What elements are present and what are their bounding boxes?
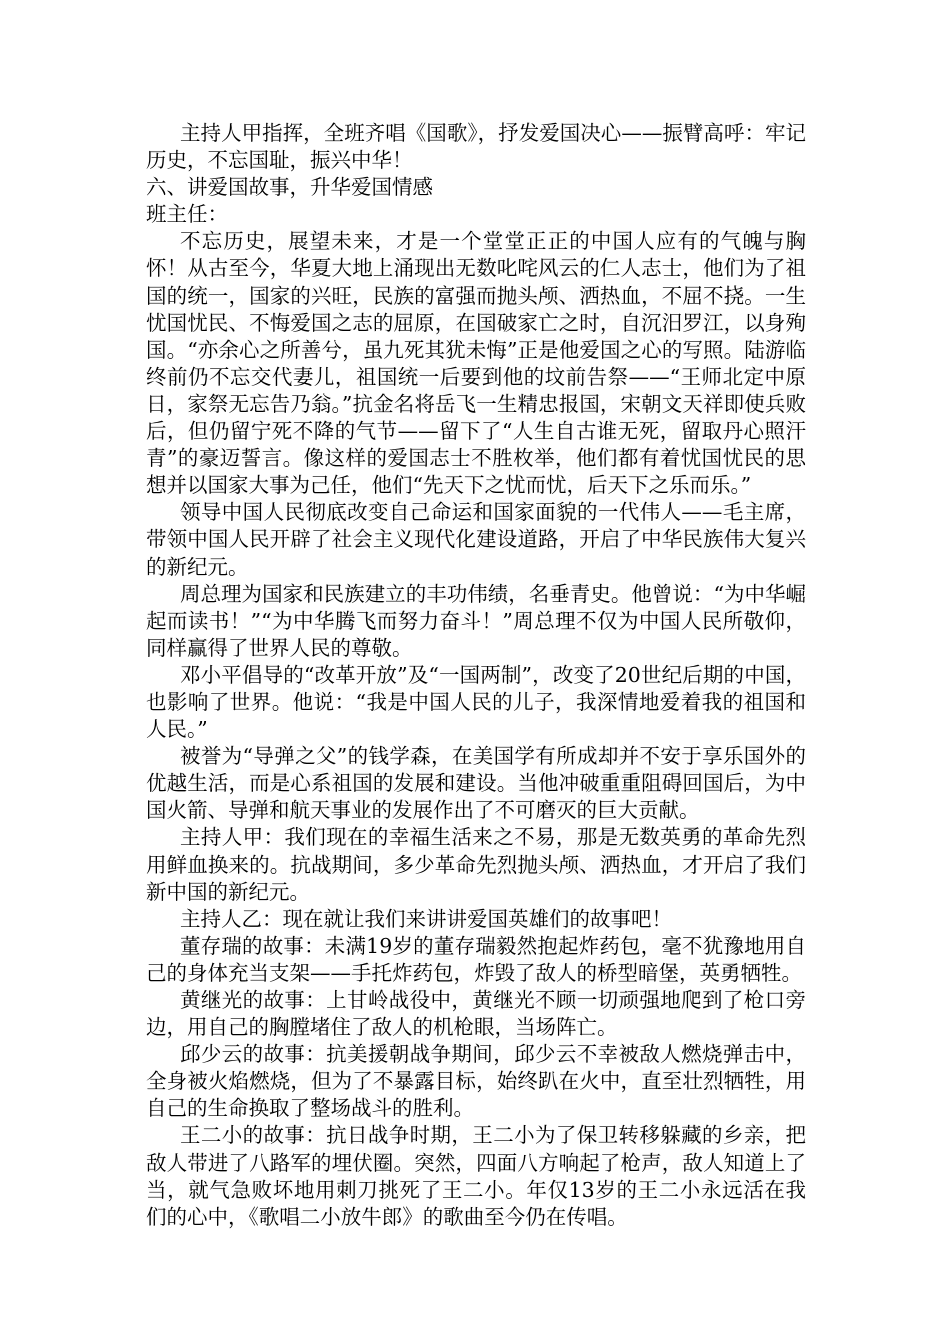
paragraph-qiu-shaoyun: 邱少云的故事：抗美援朝战争期间，邱少云不幸被敌人燃烧弹击中，全身被火焰燃烧，但为了不暴露目标，始终趴在火中，直至壮烈牺牲，用自己的生命换取了整场战斗的胜利。 [146, 1042, 806, 1121]
section-heading: 六、讲爱国故事，升华爱国情感 [146, 175, 433, 200]
paragraph-huang-jiguang: 黄继光的故事：上甘岭战役中，黄继光不顾一切顽强地爬到了枪口旁边，用自己的胸膛堵住了敌人的机枪眼，当场阵亡。 [146, 988, 806, 1040]
paragraph-deng-xiaoping: 邓小平倡导的“改革开放”及“一国两制”，改变了20世纪后期的中国，也影响了世界。他说：“我是中国人民的儿子，我深情地爱着我的祖国和人民。” [146, 662, 806, 742]
paragraph-host-b: 主持人乙：现在就让我们来讲讲爱国英雄们的故事吧！ [180, 906, 672, 931]
paragraph-history-patriots: 不忘历史，展望未来，才是一个堂堂正正的中国人应有的气魄与胸怀！从古至今，华夏大地上涌现出无数叱咤风云的仁人志士，他们为了祖国的统一，国家的兴旺，民族的富强而抛头颅、洒热血，不屈不挠。一生忧国忧民、不悔爱国之志的屈原，在国破家亡之时，自沉汨罗江，以身殉国。“亦余心之所善兮，虽九死其犹未悔”正是他爱国之心的写照。陆游临终前仍不忘交代妻儿，祖国统一后要到他的坟前告祭——“王师北定中原日，家祭无忘告乃翁。”抗金名将岳飞一生精忠报国，宋朝文天祥即使兵败后，但仍留宁死不降的气节——留下了“人生自古谁无死，留取丹心照汗青”的豪迈誓言。像这样的爱国志士不胜枚举，他们都有着忧国忧民的思想并以国家大事为己任，他们“先天下之忧而忧，后天下之乐而乐。” [146, 229, 806, 498]
document-page [146, 120, 806, 1231]
paragraph-wang-erxiao: 王二小的故事：抗日战争时期，王二小为了保卫转移躲藏的乡亲，把敌人带进了八路军的埋伏圈。突然，四面八方响起了枪声，敌人知道上了当，就气急败坏地用刺刀挑死了王二小。年仅13岁的王二小永远活在我们的心中，《歌唱二小放牛郎》的歌曲至今仍在传唱。 [146, 1123, 806, 1229]
paragraph-qian-xuesen: 被誉为“导弹之父”的钱学森，在美国学有所成却并不安于享乐国外的优越生活，而是心系祖国的发展和建设。当他冲破重重阻碍回国后，为中国火箭、导弹和航天事业的发展作出了不可磨灭的巨大贡献。 [146, 744, 806, 823]
paragraph-host-a: 主持人甲：我们现在的幸福生活来之不易，那是无数英勇的革命先烈用鲜血换来的。抗战期间，多少革命先烈抛头颅、洒热血，才开启了我们新中国的新纪元。 [146, 825, 806, 904]
paragraph-premier-zhou: 周总理为国家和民族建立的丰功伟绩，名垂青史。他曾说：“为中华崛起而读书！”“为中华腾飞而努力奋斗！”周总理不仅为中国人民所敬仰，同样赢得了世界人民的尊敬。 [146, 581, 806, 660]
paragraph-sing-anthem: 主持人甲指挥，全班齐唱《国歌》，抒发爱国决心——振臂高呼：牢记历史，不忘国耻，振兴中华！ [146, 121, 806, 173]
paragraph-dong-cunrui: 董存瑞的故事：未满19岁的董存瑞毅然抱起炸药包，毫不犹豫地用自己的身体充当支架——手托炸药包，炸毁了敌人的桥型暗堡，英勇牺牲。 [146, 933, 806, 985]
paragraph-chairman-mao: 领导中国人民彻底改变自己命运和国家面貌的一代伟人——毛主席，带领中国人民开辟了社会主义现代化建设道路，开启了中华民族伟大复兴的新纪元。 [146, 500, 806, 579]
speaker-label-head-teacher: 班主任： [146, 202, 228, 227]
